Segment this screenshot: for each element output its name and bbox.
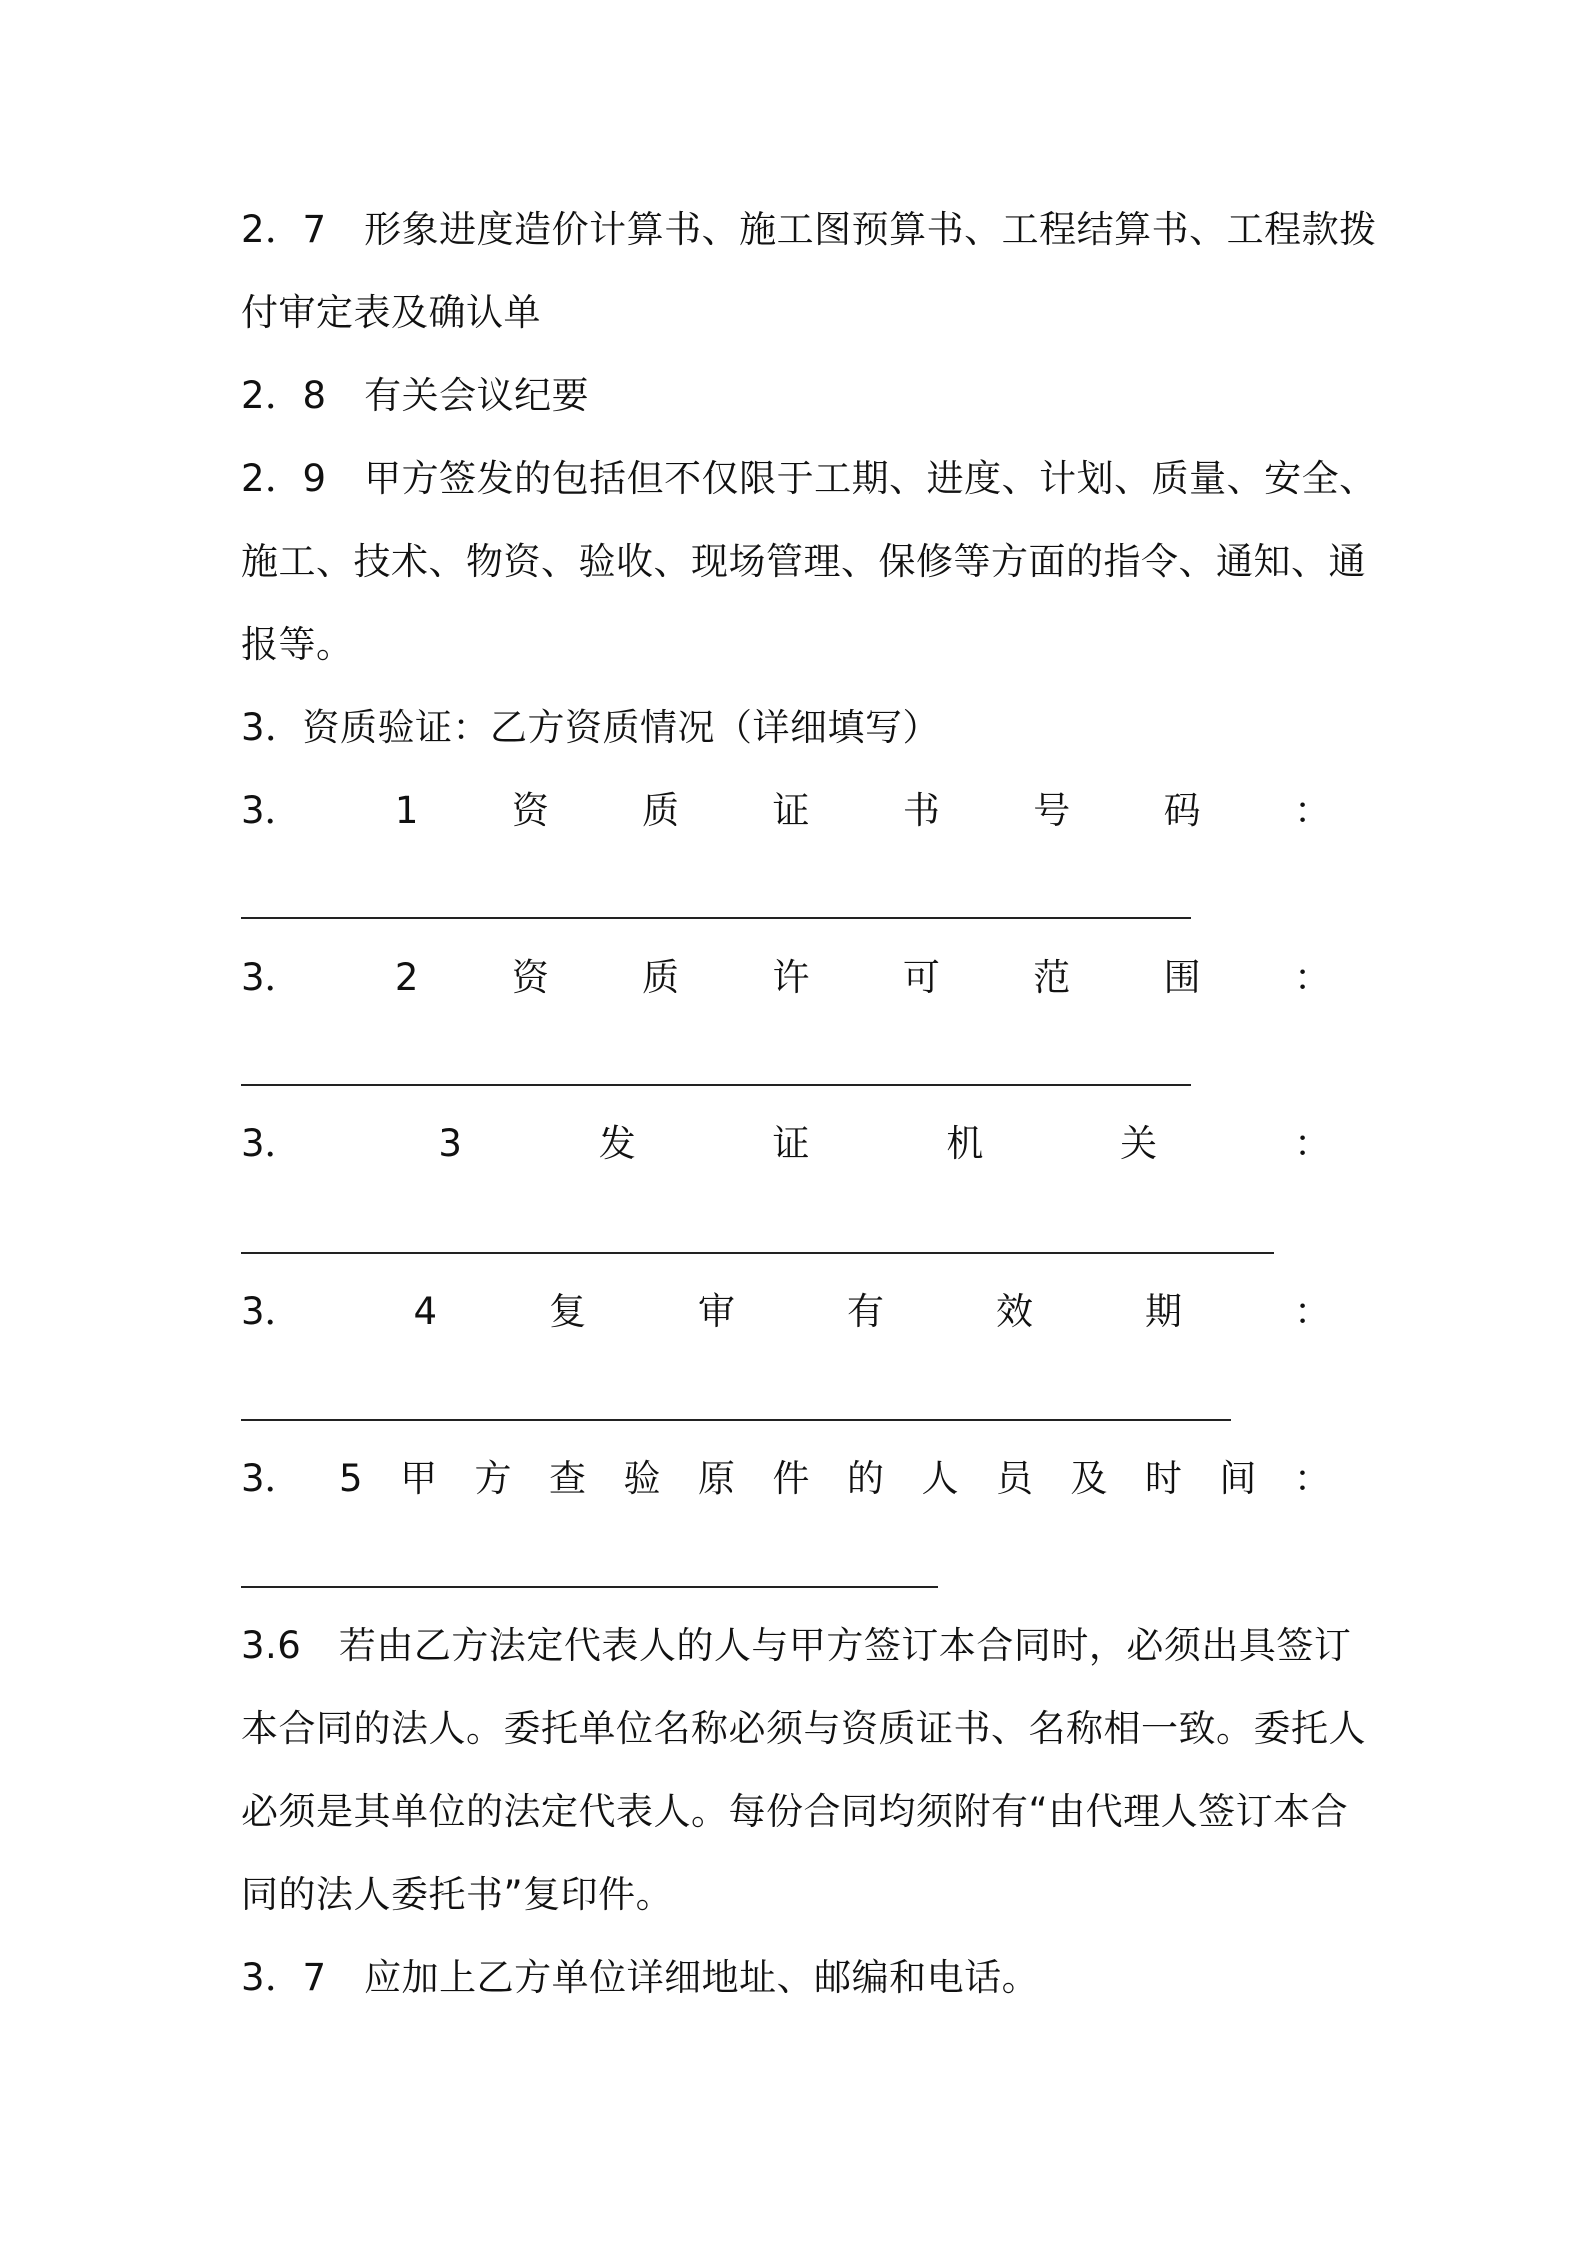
field-token: 验 [623,1457,661,1500]
field-token: 3． [241,789,302,832]
clause-2-7-line-1: 2．7 形象进度造价计算书、施工图预算书、工程结算书、工程款拨 [241,208,1377,251]
clause-3-6-line-1: 3.6 若由乙方法定代表人的人与甲方签订本合同时，必须出具签订 [241,1624,1352,1667]
field-token: 关 [1120,1122,1158,1165]
field-token: 件 [772,1457,810,1500]
field-token: 方 [474,1457,512,1500]
field-token: 审 [698,1290,736,1333]
clause-3-6-line-4: 同的法人委托书”复印件。 [241,1873,674,1916]
field-token: 有 [847,1290,885,1333]
field-token: 书 [902,789,940,832]
clause-2-8: 2．8 有关会议纪要 [241,374,590,417]
field-token: 可 [902,956,940,999]
field-token: 3． [241,1122,302,1165]
field-token: 资 [511,956,549,999]
field-token: 1 [394,789,419,832]
field-token: 许 [772,956,810,999]
field-token: 围 [1163,956,1201,999]
clause-2-9-line-2: 施工、技术、物资、验收、现场管理、保修等方面的指令、通知、通 [241,540,1366,583]
field-token: 及 [1070,1457,1108,1500]
field-token: ： [1293,1290,1331,1333]
field-token: 质 [642,789,680,832]
field-token: ： [1293,1457,1331,1500]
field-token: 机 [946,1122,984,1165]
field-token: ： [1293,789,1331,832]
field-3-2-blank-line[interactable] [241,1084,1191,1086]
field-token: 5 [339,1457,363,1500]
clause-2-7-line-2: 付审定表及确认单 [241,291,541,334]
field-token: 员 [995,1457,1033,1500]
field-token: ： [1293,1122,1331,1165]
field-token: 3． [241,956,302,999]
field-token: 人 [921,1457,959,1500]
field-token: ： [1293,956,1331,999]
field-token: 原 [698,1457,735,1500]
field-token: 效 [996,1290,1034,1333]
field-3-1-label [241,786,1331,836]
field-token: 甲 [400,1457,438,1500]
clause-3-6-line-3: 必须是其单位的法定代表人。每份合同均须附有“由代理人签订本合 [241,1790,1349,1833]
field-token: 证 [772,1122,810,1165]
field-3-5-blank-line[interactable] [241,1586,938,1588]
field-token: 的 [846,1457,884,1500]
field-3-4-blank-line[interactable] [241,1419,1231,1421]
field-3-3-label [241,1119,1331,1169]
field-3-3-blank-line[interactable] [241,1252,1274,1254]
field-token: 资 [511,789,549,832]
field-3-5-label [241,1454,1331,1504]
field-token: 3 [438,1122,462,1165]
field-token: 3． [241,1457,302,1500]
field-token: 查 [549,1457,587,1500]
field-3-4-label [241,1287,1331,1337]
field-3-2-label [241,953,1331,1003]
field-token: 码 [1163,789,1201,832]
clause-3-7: 3．7 应加上乙方单位详细地址、邮编和电话。 [241,1956,1040,1999]
section-3-heading: 3．资质验证：乙方资质情况（详细填写） [241,706,941,749]
field-token: 间 [1219,1457,1257,1500]
field-token: 证 [772,789,810,832]
field-token: 发 [598,1122,636,1165]
field-token: 2 [394,956,419,999]
field-token: 号 [1033,789,1071,832]
field-token: 3． [241,1290,302,1333]
field-3-1-blank-line[interactable] [241,917,1191,919]
clause-3-6-line-2: 本合同的法人。委托单位名称必须与资质证书、名称相一致。委托人 [241,1707,1366,1750]
field-token: 质 [642,956,680,999]
field-token: 复 [549,1290,587,1333]
clause-2-9-line-1: 2．9 甲方签发的包括但不仅限于工期、进度、计划、质量、安全、 [241,457,1377,500]
field-token: 4 [413,1290,438,1333]
field-token: 时 [1144,1457,1182,1500]
clause-2-9-line-3: 报等。 [241,623,354,666]
field-token: 期 [1145,1290,1182,1333]
field-token: 范 [1033,956,1071,999]
